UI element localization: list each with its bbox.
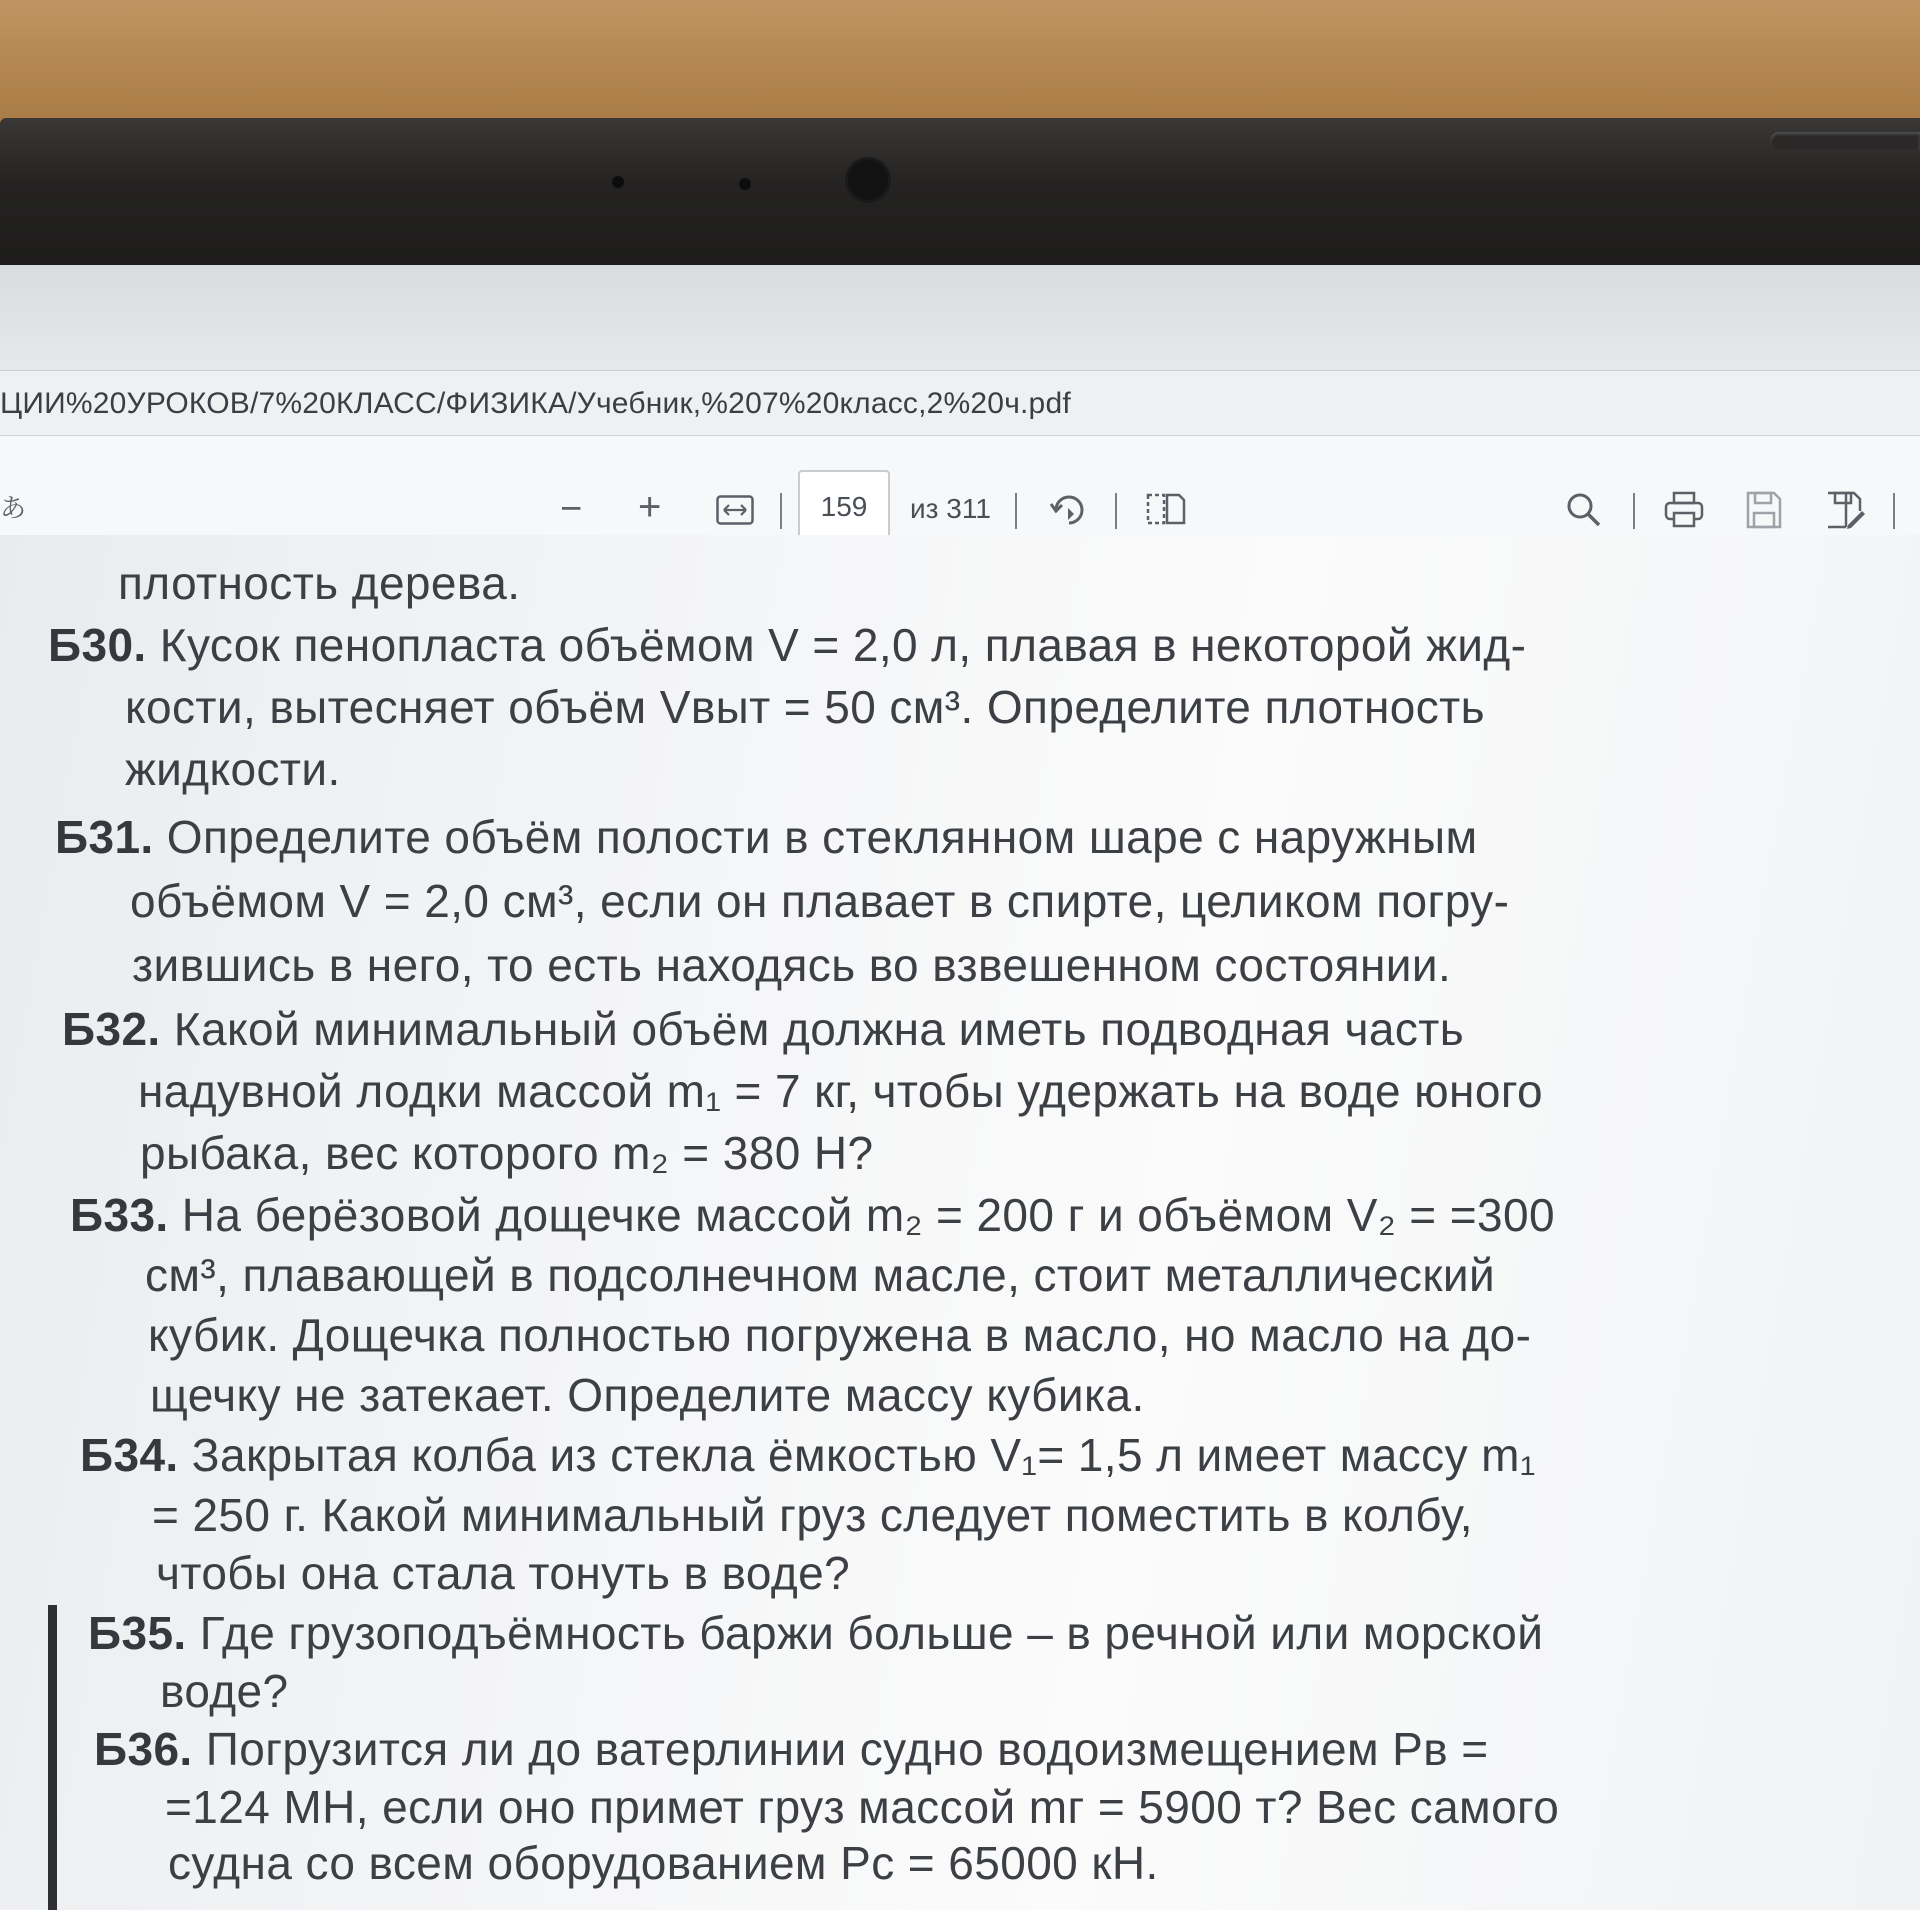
save-as-icon[interactable] [1826, 491, 1866, 529]
margin-change-bar [48, 1605, 57, 1910]
text-line: кубик. Дощечка полностью погружена в масло, но масло на до- [148, 1309, 1532, 1361]
problem-b33: Б33. На берёзовой дощечке массой m₂ = 200 г и объёмом V₂ = =300 [70, 1189, 1555, 1241]
problem-number: Б35. [88, 1607, 187, 1659]
text-line: объёмом V = 2,0 см³, если он плавает в спирте, целиком погру- [130, 875, 1510, 927]
problem-number: Б32. [62, 1003, 161, 1055]
zoom-in-button[interactable]: + [638, 485, 662, 529]
text-line: зившись в него, то есть находясь во взвешенном состоянии. [132, 939, 1452, 991]
problem-b35: Б35. Где грузоподъёмность баржи больше – в речной или морской [88, 1607, 1544, 1659]
bezel-hinge [1770, 132, 1920, 150]
page-total-label: из 311 [910, 493, 991, 524]
text-line: =124 МН, если оно примет груз массой mг = 5900 т? Вес самого [165, 1781, 1560, 1833]
toolbar-separator [780, 493, 782, 529]
toolbar-separator [1015, 493, 1017, 529]
problem-b30: Б30. Кусок пенопласта объёмом V = 2,0 л, плавая в некоторой жид- [48, 619, 1527, 671]
desk-background [0, 0, 1920, 125]
text-line: воде? [160, 1665, 289, 1717]
text-line: см³, плавающей в подсолнечном масле, стоит металлический [145, 1249, 1496, 1301]
sensor-dot [612, 176, 624, 188]
two-page-view-icon[interactable] [1146, 491, 1186, 527]
problem-number: Б34. [80, 1429, 179, 1481]
laptop-bezel [0, 118, 1920, 268]
text-line: кости, вытесняет объём Vвыт = 50 см³. Определите плотность [125, 681, 1485, 733]
address-url[interactable]: ЦИИ%20УРОКОВ/7%20КЛАСС/ФИЗИКА/Учебник,%207%20класс,2%20ч.pdf [0, 387, 1071, 420]
text-line: чтобы она стала тонуть в воде? [156, 1547, 851, 1599]
text-line: жидкости. [125, 743, 341, 795]
search-icon[interactable] [1566, 492, 1602, 528]
print-icon[interactable] [1664, 491, 1704, 529]
problem-number: Б36. [94, 1723, 193, 1775]
problem-b31: Б31. Определите объём полости в стеклянном шаре с наружным [55, 811, 1478, 863]
ime-indicator[interactable]: あ [0, 493, 27, 523]
sensor-dot [739, 178, 751, 190]
problem-b32: Б32. Какой минимальный объём должна иметь подводная часть [62, 1003, 1465, 1055]
text-line: надувной лодки массой m₁ = 7 кг, чтобы удержать на воде юного [138, 1065, 1543, 1117]
save-icon[interactable] [1746, 491, 1782, 529]
zoom-out-button[interactable]: − [560, 488, 583, 530]
text-line: судна со всем оборудованием Pс = 65000 кН. [168, 1837, 1159, 1889]
page-number-input[interactable]: 159 [798, 470, 890, 544]
browser-chrome [0, 265, 1920, 371]
text-line: плотность дерева. [118, 557, 521, 609]
text-line: рыбака, вес которого m₂ = 380 Н? [140, 1127, 874, 1179]
problem-b34: Б34. Закрытая колба из стекла ёмкостью V₁= 1,5 л имеет массу m₁ [80, 1429, 1536, 1481]
toolbar-separator [1893, 493, 1895, 529]
fit-width-icon[interactable] [716, 495, 754, 525]
problem-number: Б30. [48, 619, 147, 671]
rotate-icon[interactable] [1048, 489, 1088, 531]
text-line: = 250 г. Какой минимальный груз следует поместить в колбу, [152, 1489, 1473, 1541]
toolbar-separator [1115, 493, 1117, 529]
problem-number: Б31. [55, 811, 154, 863]
webcam-lens [848, 160, 888, 200]
toolbar-separator [1633, 493, 1635, 529]
text-line: щечку не затекает. Определите массу кубика. [150, 1369, 1145, 1421]
problem-b36: Б36. Погрузится ли до ватерлинии судно водоизмещением Pв = [94, 1723, 1489, 1775]
problem-number: Б33. [70, 1189, 169, 1241]
